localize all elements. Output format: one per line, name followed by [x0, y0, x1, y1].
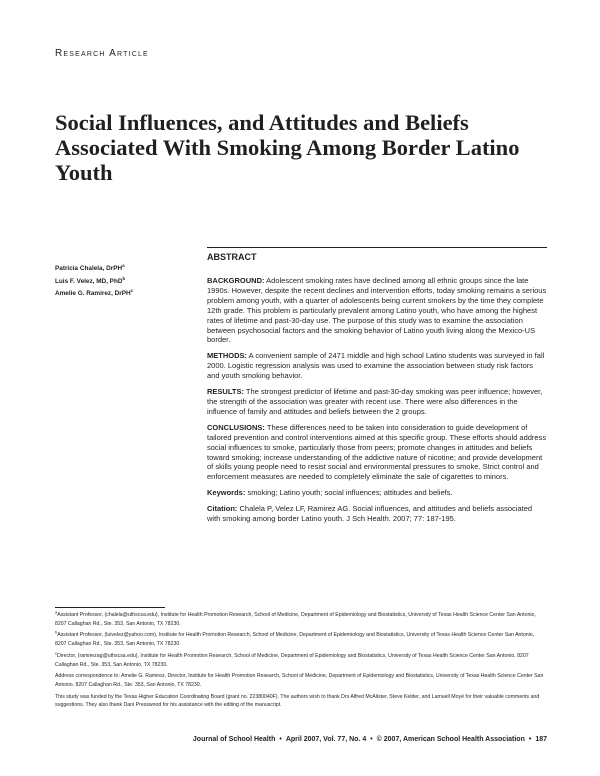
results-label: RESULTS:: [207, 387, 244, 397]
footnote-divider: [55, 607, 165, 608]
footnote-text: This study was funded by the Texas Higher Education Coordinating Board (grant no. 22380040F). The authors wish to thank Drs Alfred McAlister, Steve Kelder, and Lamuell Moyé for their valuable comments and suggestions. They also thank Dani Presswood for his assistance with the editing of the manuscript.: [55, 693, 540, 709]
footnote-text: Address correspondence to: Amelie G. Ramirez, Director, Institute for Health Promotion Research, School of Medicine, Department of Epidemiology and Biostatistics, University of Texas Health Science Center San Antonio, 8207 Callaghan Rd., Ste. 353, San Antonio, TX 78230.: [55, 673, 544, 688]
abstract-divider: [207, 247, 547, 248]
author-name: Luis F. Velez, MD, PhD: [55, 277, 123, 285]
footnote-marker: a: [55, 609, 58, 615]
conclusions-text: These differences need to be taken into consideration to guide development of tailored prevention and control interventions aimed at this specific group. These efforts should address social influences to smoke, particularly those from peers; promote changes in attitudes and beliefs toward smoking; increase understanding of the addictive nature of nicotine; and provide development of skills young people need to resist social and environmental pressures to smoke. Strict control and enforcement measures are needed to completely eliminate the sale of cigarettes to minors.: [207, 422, 547, 482]
keywords-text: smoking; Latino youth; social influences; attitudes and beliefs.: [247, 488, 453, 498]
author-name: Patricia Chalela, DrPH: [55, 265, 123, 272]
abstract-heading: ABSTRACT: [207, 252, 257, 262]
author-marker: c: [130, 287, 134, 293]
keywords-label: Keywords:: [207, 488, 246, 498]
footnote-a: [55, 611, 547, 628]
footer-separator: •: [370, 736, 373, 743]
footer-journal: Journal of School Health: [192, 736, 276, 743]
abstract-methods: [207, 351, 547, 381]
author-marker: b: [122, 275, 126, 281]
footnote-text: Assistant Professor, (chalela@uthscsa.edu), Institute for Health Promotion Research, School of Medicine, Department of Epidemiology and Biostatistics, University of Texas Health Science Center San Antonio, 8207 Callaghan Rd., Ste. 353, San Antonio, TX 78230.: [55, 612, 536, 627]
footnote-text: Director, (ramirezag@uthscsa.edu), Institute for Health Promotion Research, School of Medicine, Department of Epidemiology and Biostatistics, University of Texas Health Science Center San Antonio, 8207 Callaghan Rd., Ste. 353, San Antonio, TX 78230.: [55, 652, 529, 668]
abstract-conclusions: [207, 423, 547, 482]
citation-label: Citation:: [207, 504, 238, 514]
section-label: Research Article: [55, 48, 149, 59]
footnote-text: Assistant Professor, (luivelez@yahoo.com), Institute for Health Promotion Research, School of Medicine, Department of Epidemiology and Biostatistics, University of Texas Health Science Center San Antonio, 8207 Callaghan Rd., Ste. 353, San Antonio, TX 78230.: [55, 632, 535, 648]
author-name: Amelie G. Ramirez, DrPH: [55, 290, 131, 297]
background-text: Adolescent smoking rates have declined among all ethnic groups since the late 1990s. However, despite the recent declines and intervention efforts, today smoking remains a serious problem among youth, with a quarter of adolescents being current smokers by the time they complete 12th grade. This problem is particularly prevalent among Latino youth, who have among the highest rates of lifetime and past-30-day use. The purpose of this study was to examine the association between psychosocial factors and the smoking behavior of Latino youth living along the Mexico-US border.: [207, 276, 547, 345]
author-list: [55, 263, 205, 301]
footnote-funding: [55, 693, 547, 710]
abstract-results: [207, 387, 547, 417]
citation-text: Chalela P, Velez LF, Ramirez AG. Social influences, and attitudes and beliefs associated with smoking among border Latino youth. J Sch Health. 2007; 77: 187-195.: [207, 504, 533, 524]
results-text: The strongest predictor of lifetime and past-30-day smoking was peer influence; however, the strength of the association was greater with recent use. There were also differences in the influence of family and attitudes and beliefs between the 2 groups.: [207, 387, 543, 416]
abstract-block: [207, 247, 547, 530]
footer-issue: April 2007, Vol. 77, No. 4: [285, 736, 367, 743]
footnote-marker: b: [55, 629, 58, 635]
methods-text: A convenient sample of 2471 middle and high school Latino students was surveyed in fall 2000. Logistic regression analysis was used to examine the association between study risk factors and youth smoking behavior.: [207, 351, 545, 381]
footer-page-number: 187: [535, 736, 547, 743]
footnote-marker: c: [55, 650, 57, 656]
background-label: BACKGROUND:: [207, 276, 265, 285]
footer-separator: •: [279, 736, 282, 743]
footnote-b: [55, 631, 547, 648]
page-footer: [193, 736, 547, 743]
abstract-background: [207, 276, 547, 345]
abstract-keywords: [207, 488, 547, 498]
author-1: [55, 263, 205, 276]
abstract-citation: [207, 504, 547, 524]
footnote-c: [55, 652, 547, 669]
author-marker: a: [122, 262, 125, 268]
footer-copyright: © 2007, American School Health Association: [376, 736, 525, 743]
footnote-correspondence: [55, 672, 547, 689]
methods-label: METHODS:: [207, 351, 247, 361]
article-title: Social Influences, and Attitudes and Beliefs Associated With Smoking Among Border Latino Youth: [55, 110, 520, 185]
footer-separator: •: [528, 736, 532, 743]
conclusions-label: CONCLUSIONS:: [207, 422, 265, 432]
author-3: [55, 288, 205, 301]
author-2: [55, 276, 205, 289]
footnotes: [55, 607, 547, 713]
